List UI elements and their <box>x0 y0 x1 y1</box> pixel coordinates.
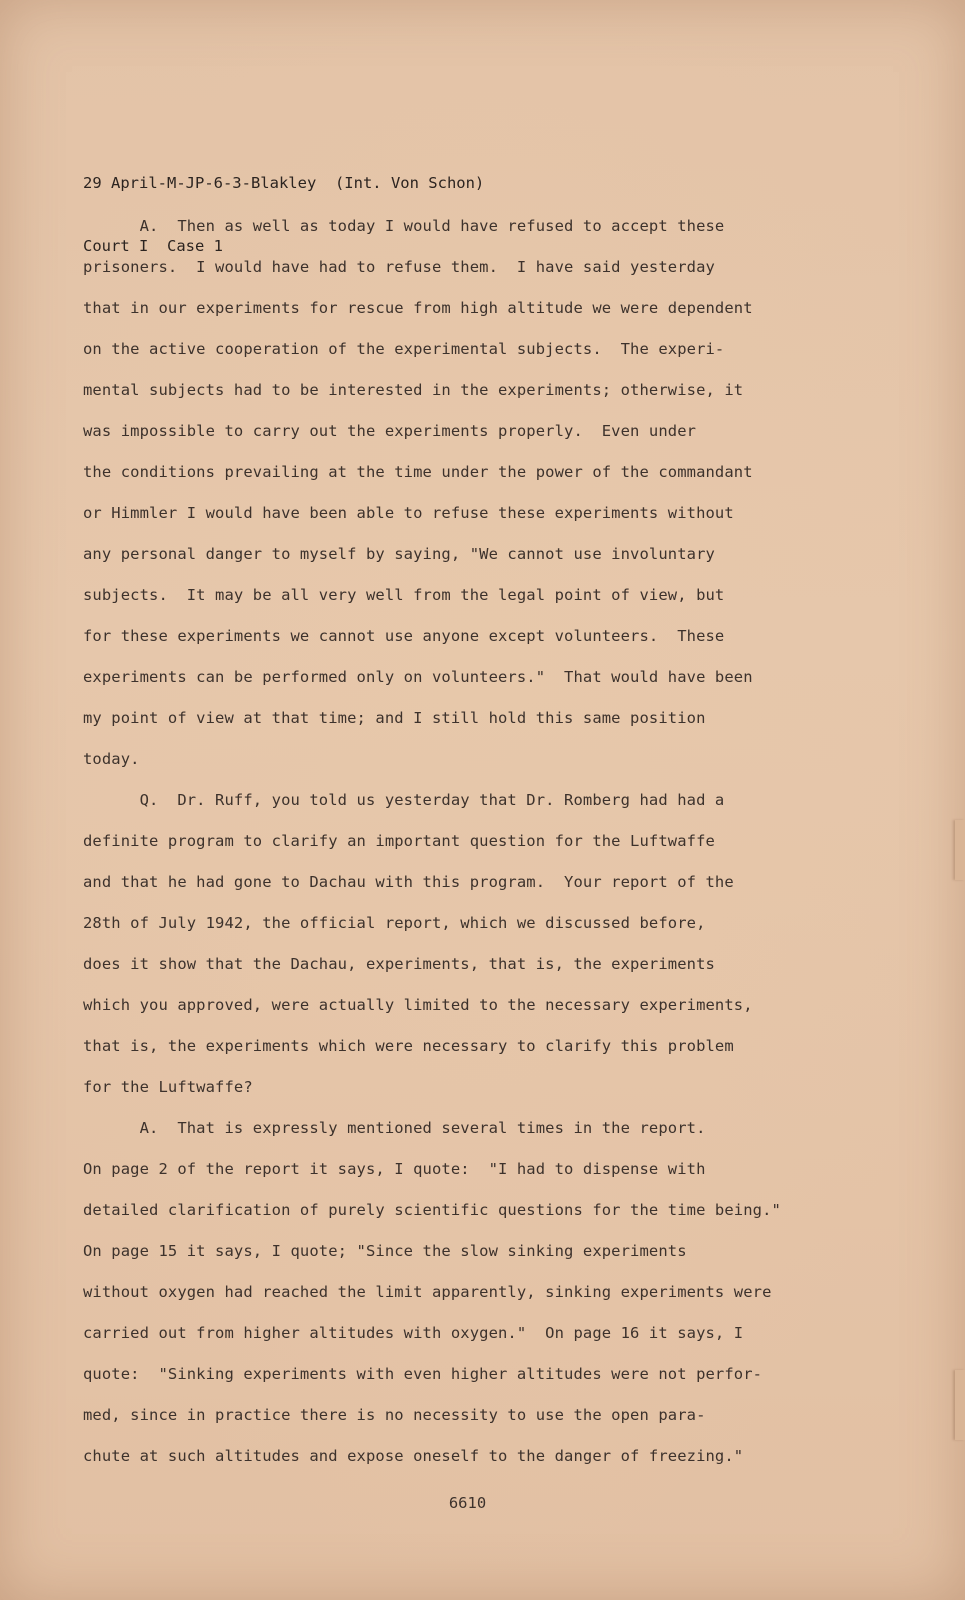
transcript-line: quote: "Sinking experiments with even higher altitudes were not perfor- <box>83 1365 763 1383</box>
transcript-line: mental subjects had to be interested in the experiments; otherwise, it <box>83 381 744 399</box>
transcript-line: prisoners. I would have had to refuse them. I have said yesterday <box>83 258 715 276</box>
page-number <box>0 1494 965 1512</box>
transcript-line: chute at such altitudes and expose oneself to the danger of freezing." <box>83 1447 744 1465</box>
transcript-line: or Himmler I would have been able to refuse these experiments without <box>83 504 734 522</box>
transcript-line: Q. Dr. Ruff, you told us yesterday that Dr. Romberg had had a <box>83 791 725 809</box>
transcript-line: without oxygen had reached the limit apparently, sinking experiments were <box>83 1283 772 1301</box>
transcript-line: detailed clarification of purely scientific questions for the time being." <box>83 1201 781 1219</box>
transcript-line: any personal danger to myself by saying, "We cannot use involuntary <box>83 545 715 563</box>
transcript-line: definite program to clarify an important question for the Luftwaffe <box>83 832 715 850</box>
transcript-line: A. Then as well as today I would have refused to accept these <box>83 217 725 235</box>
transcript-line: my point of view at that time; and I still hold this same position <box>83 709 706 727</box>
transcript-line: On page 2 of the report it says, I quote: "I had to dispense with <box>83 1160 706 1178</box>
transcript-line: that in our experiments for rescue from high altitude we were dependent <box>83 299 753 317</box>
paper-edge-mark <box>955 1370 965 1440</box>
transcript-line: does it show that the Dachau, experiments, that is, the experiments <box>83 955 715 973</box>
transcript-line: On page 15 it says, I quote; "Since the slow sinking experiments <box>83 1242 687 1260</box>
transcript-line: was impossible to carry out the experiments properly. Even under <box>83 422 697 440</box>
transcript-line: and that he had gone to Dachau with this program. Your report of the <box>83 873 734 891</box>
transcript-line: for the Luftwaffe? <box>83 1078 253 1096</box>
header-court-line: Court I Case 1 <box>83 237 223 255</box>
header-reference-line: 29 April-M-JP-6-3-Blakley (Int. Von Schon) <box>83 174 485 192</box>
transcript-line: experiments can be performed only on volunteers." That would have been <box>83 668 753 686</box>
transcript-line: for these experiments we cannot use anyone except volunteers. These <box>83 627 725 645</box>
transcript-line: carried out from higher altitudes with oxygen." On page 16 it says, I <box>83 1324 744 1342</box>
page-number-text: 6610 <box>448 1494 487 1512</box>
transcript-line: the conditions prevailing at the time under the power of the commandant <box>83 463 753 481</box>
transcript-line: which you approved, were actually limited to the necessary experiments, <box>83 996 753 1014</box>
transcript-line: med, since in practice there is no necessity to use the open para- <box>83 1406 706 1424</box>
transcript-line: on the active cooperation of the experimental subjects. The experi- <box>83 340 725 358</box>
transcript-line: today. <box>83 750 140 768</box>
transcript-line: subjects. It may be all very well from the legal point of view, but <box>83 586 725 604</box>
transcript-body <box>83 206 853 1477</box>
paper-edge-mark <box>955 820 965 880</box>
transcript-line: A. That is expressly mentioned several times in the report. <box>83 1119 706 1137</box>
transcript-line: that is, the experiments which were necessary to clarify this problem <box>83 1037 734 1055</box>
transcript-line: 28th of July 1942, the official report, which we discussed before, <box>83 914 706 932</box>
